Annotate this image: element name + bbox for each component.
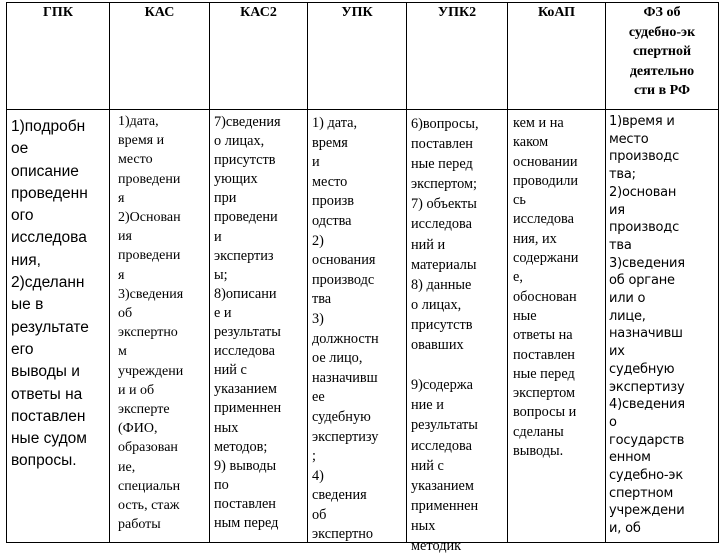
table-cell-gpk — [7, 110, 110, 543]
header-cell-kas — [110, 3, 210, 110]
table-cell-upk — [308, 110, 407, 543]
table-cell-kas2 — [210, 110, 308, 543]
header-text: УПК2 — [437, 5, 477, 20]
cell-text: 1)дата, время и место проведени я 2)Основан ия проведени я 3)сведения об экспертно м учреждени и и об эксперте (ФИО, образован ие, специальн ость, стаж работы — [118, 114, 184, 533]
cell-text: 1) дата, время и место произв одства 2) основания производс тва 3) должностн ое лицо, назначивш ее судебную экспертизу ; 4) сведения об экспертно — [312, 115, 379, 543]
header-text: КАС2 — [240, 5, 277, 20]
table-row — [7, 110, 719, 543]
comparison-table — [6, 2, 719, 554]
cell-text: кем и на каком основании проводили сь исследова ния, их содержани е, обоснован ные ответы на поставлен ные перед экспертом вопросы и сделаны выводы. — [513, 115, 579, 460]
header-cell-fz — [606, 3, 719, 110]
header-cell-upk2 — [407, 3, 508, 110]
table-cell-koap — [508, 110, 606, 543]
header-cell-kas2 — [210, 3, 308, 110]
table-cell-fz — [606, 110, 719, 543]
header-cell-gpk — [7, 3, 110, 110]
header-text: КоАП — [537, 5, 576, 20]
cell-text: 1)время и место производс тва; 2)основан ия производс тва 3)сведения об органе или о лице, назначивш их судебную экспертизу 4)сведения о государств енном судебно-эк спертном учреждени и, об — [609, 114, 685, 537]
cell-text: 7)сведения о лицах, присутств ующих при проведени и экспертиз ы; 8)описани е и результаты исследова ний с указанием применнен ных методов; 9) выводы по поставлен ным перед — [214, 114, 282, 531]
table-cell-upk2 — [407, 110, 508, 554]
header-text: КАС — [144, 5, 175, 20]
header-text: УПК — [341, 5, 373, 20]
cell-text: 6)вопросы, поставлен ные перед экспертом; 7) объекты исследова ний и материалы 8) данные о лицах, присутств овавших 9)содержа ние и результаты исследова ний с указанием применнен ных методик — [411, 116, 479, 554]
header-cell-koap — [508, 3, 606, 110]
table-cell-kas — [110, 110, 210, 543]
header-row — [7, 3, 719, 110]
cell-text: 1)подробн ое описание проведенн ого исследова ния, 2)сделанн ые в результате его выводы и ответы на поставлен ные судом вопросы. — [11, 118, 89, 470]
header-text: ФЗ об судебно-эк спертной деятельно сти в РФ — [628, 5, 696, 98]
header-cell-upk — [308, 3, 407, 110]
header-text: ГПК — [43, 5, 73, 20]
